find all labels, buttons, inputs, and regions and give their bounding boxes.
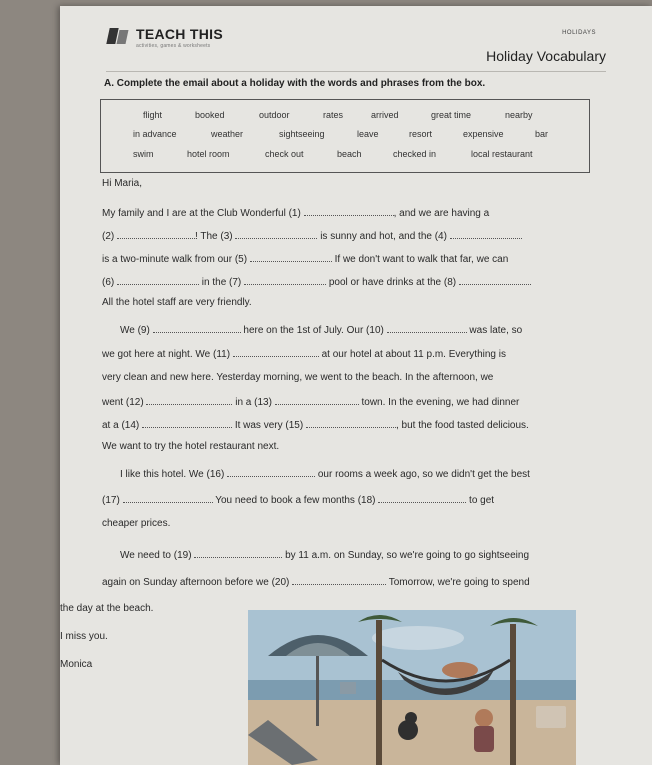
email-line: My family and I are at the Club Wonderful (1) , and we are having a xyxy=(102,208,490,219)
email-line: We (9) here on the 1st of July. Our (10) was late, so xyxy=(120,325,523,336)
word-item: local restaurant xyxy=(471,149,533,159)
word-item: flight xyxy=(143,110,163,120)
header-divider xyxy=(106,71,606,72)
word-item: checked in xyxy=(393,149,437,159)
logo-text: TEACH THIS xyxy=(136,26,223,42)
word-item: swim xyxy=(133,149,154,159)
swimmer-head xyxy=(475,709,493,727)
email-line: We want to try the hotel restaurant next. xyxy=(102,441,280,452)
email-line: went (12) in a (13) town. In the evening, we had dinner xyxy=(102,397,520,408)
palm-trunk-right xyxy=(510,624,516,765)
email-line: (17) You need to book a few months (18) to get xyxy=(102,495,495,506)
word-item: bar xyxy=(535,129,549,139)
palm-trunk-left xyxy=(376,620,382,765)
word-item: check out xyxy=(265,149,304,159)
word-item: resort xyxy=(409,129,433,139)
email-line: All the hotel staff are very friendly. xyxy=(102,297,252,308)
email-line: again on Sunday afternoon before we (20) Tomorrow, we're going to spend xyxy=(102,577,530,588)
logo-mark-icon xyxy=(106,26,132,48)
page-title: Holiday Vocabulary xyxy=(486,48,606,64)
worksheet-page xyxy=(60,6,652,765)
word-item: booked xyxy=(195,110,225,120)
bird-head xyxy=(405,712,417,724)
email-line: very clean and new here. Yesterday morning, we went to the beach. In the afternoon, we xyxy=(102,372,494,383)
swimmer-body xyxy=(474,726,494,752)
beach-bag xyxy=(536,706,566,728)
beach-hut xyxy=(340,682,356,694)
topic-tag: HOLIDAYS xyxy=(562,30,596,36)
email-line: the day at the beach. xyxy=(60,603,154,614)
exercise-instructions: A. Complete the email about a holiday with the words and phrases from the box. xyxy=(104,78,486,89)
word-item: sightseeing xyxy=(279,129,325,139)
cloud xyxy=(372,626,464,650)
word-item: great time xyxy=(431,110,472,120)
email-line: (2) ! The (3) is sunny and hot, and the (4) xyxy=(102,229,522,242)
word-item: leave xyxy=(357,129,379,139)
email-line: cheaper prices. xyxy=(102,518,171,529)
beach-scene-svg xyxy=(248,610,576,765)
email-signature: Monica xyxy=(60,659,93,670)
word-item: rates xyxy=(323,110,344,120)
email-line: (6) in the (7) pool or have drinks at the (8) xyxy=(102,275,531,288)
teachthis-logo xyxy=(106,26,223,49)
email-line: we got here at night. We (11) at our hotel at about 11 p.m. Everything is xyxy=(102,349,506,360)
email-line: is a two-minute walk from our (5) If we don't want to walk that far, we can xyxy=(102,254,509,265)
email-line: I miss you. xyxy=(60,631,108,642)
word-item: weather xyxy=(211,129,244,139)
email-greeting: Hi Maria, xyxy=(102,178,143,189)
umbrella-pole xyxy=(316,656,319,726)
word-item: arrived xyxy=(371,110,399,120)
logo-subtitle: activities, games & worksheets xyxy=(136,43,211,49)
email-line: I like this hotel. We (16) our rooms a week ago, so we didn't get the best xyxy=(120,469,530,480)
person-relaxing xyxy=(442,662,478,678)
email-line: at a (14) It was very (15) , but the food tasted delicious. xyxy=(102,420,529,431)
word-item: beach xyxy=(337,149,362,159)
word-item: hotel room xyxy=(187,149,230,159)
word-item: outdoor xyxy=(259,110,290,120)
word-item: in advance xyxy=(133,129,177,139)
beach-illustration xyxy=(248,610,576,765)
email-line: We need to (19) by 11 a.m. on Sunday, so we're going to go sightseeing xyxy=(120,550,530,561)
word-box xyxy=(100,99,590,173)
word-item: expensive xyxy=(463,129,504,139)
word-item: nearby xyxy=(505,110,533,120)
